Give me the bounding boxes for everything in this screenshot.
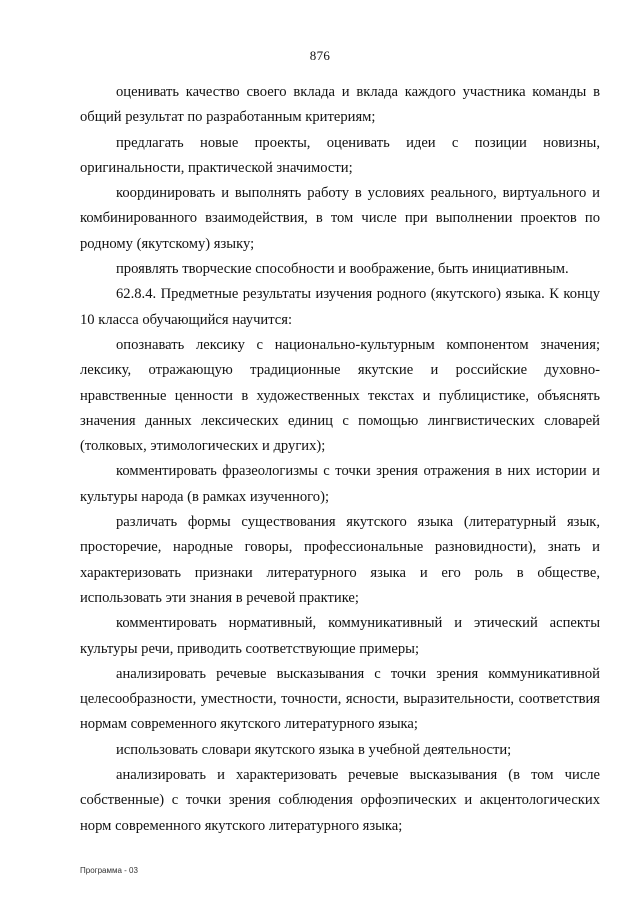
paragraph: различать формы существования якутского языка (литературный язык, просторечие, народные говоры, профессиональные разновидности), знать и характеризовать признаки литературного языка и его роль в обществе, использовать эти знания в речевой практике; (80, 514, 600, 606)
page-number: 876 (309, 48, 331, 63)
page-body (80, 80, 600, 839)
section-heading-paragraph: 62.8.4. Предметные результаты изучения родного (якутского) языка. К концу 10 класса обучающийся научится: (80, 286, 600, 328)
paragraph: оценивать качество своего вклада и вклада каждого участника команды в общий результат по разработанным критериям; (80, 84, 600, 126)
paragraph: комментировать фразеологизмы с точки зрения отражения в них истории и культуры народа (в рамках изученного); (80, 463, 600, 505)
paragraph: использовать словари якутского языка в учебной деятельности; (116, 741, 512, 758)
paragraph: анализировать речевые высказывания с точки зрения коммуникативной целесообразности, уместности, точности, ясности, выразительности, соответствия нормам современного якутского литературного языка; (80, 665, 600, 733)
paragraph: координировать и выполнять работу в условиях реального, виртуального и комбинированного взаимодействия, в том числе при выполнении проектов по родному (якутскому) языку; (80, 185, 600, 252)
paragraph: комментировать нормативный, коммуникативный и этический аспекты культуры речи, приводить соответствующие примеры; (80, 615, 600, 657)
paragraph: анализировать и характеризовать речевые высказывания (в том числе собственные) с точки зрения соблюдения орфоэпических и акцентологических норм современного якутского литературного языка; (80, 767, 600, 834)
paragraph: предлагать новые проекты, оценивать идеи с позиции новизны, оригинальности, практической значимости; (80, 134, 600, 176)
paragraph: опознавать лексику с национально-культурным компонентом значения; лексику, отражающую традиционные якутские и российские духовно-нравственные ценности в художественных текстах и публицистике, объяснять значения данных лексических единиц с помощью лингвистических словарей (толковых, этимологических и других); (80, 336, 600, 455)
footer-note: Программа - 03 (80, 866, 138, 875)
paragraph: проявлять творческие способности и воображение, быть инициативным. (116, 261, 569, 278)
